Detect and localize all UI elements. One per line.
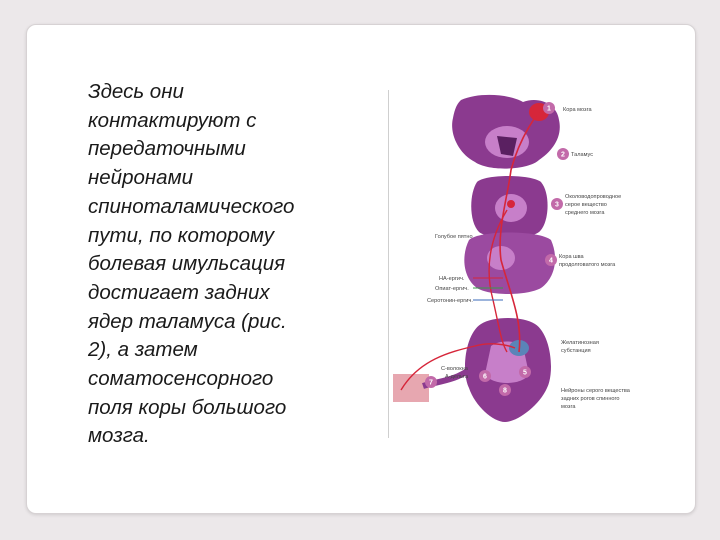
- label-gelatinosa-1: Желатинозная: [561, 340, 599, 346]
- text-line: соматосенсорного: [88, 367, 274, 391]
- svg-text:4: 4: [549, 257, 553, 265]
- text-line: контактируют с: [88, 108, 257, 132]
- number-badge: [519, 366, 531, 378]
- label-dorsal-horn-2: задних рогов спинного: [561, 396, 620, 402]
- text-line: нейронами: [88, 166, 194, 190]
- number-badge: [551, 198, 563, 210]
- svg-text:3: 3: [555, 201, 559, 209]
- label-raphe-1: Кора шва: [559, 254, 584, 260]
- label-dorsal-horn-1: Нейроны серого вещества: [561, 388, 630, 394]
- number-badge: [499, 384, 511, 396]
- label-thalamus: Таламус: [571, 152, 594, 158]
- label-c-fibers: С-волокна: [441, 366, 468, 372]
- label-serotonin-ergic: Серотонин-ергич.: [427, 298, 473, 304]
- label-opiate-ergic: Опиат-ергич.: [435, 286, 469, 292]
- svg-text:5: 5: [523, 369, 527, 377]
- pain-pathway-illustration: [389, 90, 641, 438]
- text-line: 2), а затем: [88, 338, 198, 362]
- aqueduct: [507, 200, 515, 208]
- label-pag-2: серое вещество: [565, 202, 607, 208]
- label-a-delta: А-дельта: [445, 374, 469, 380]
- svg-text:6: 6: [483, 373, 487, 381]
- svg-text:8: 8: [503, 387, 507, 395]
- label-na-ergic: НА-ергич.: [439, 276, 465, 282]
- label-locus-coeruleus: Голубое пятно: [435, 234, 473, 240]
- text-line: поля коры большого: [88, 395, 287, 419]
- number-badge: [425, 376, 437, 388]
- svg-text:2: 2: [561, 151, 565, 159]
- number-badge: [479, 370, 491, 382]
- slide-body-text: [88, 78, 358, 451]
- label-dorsal-horn-3: мозга: [561, 404, 576, 410]
- text-line: пути, по которому: [88, 223, 274, 247]
- peripheral-tissue: [393, 374, 429, 402]
- text-line: болевая имульсация: [88, 252, 286, 276]
- svg-text:1: 1: [547, 105, 551, 113]
- label-gelatinosa-2: субстанция: [561, 348, 591, 354]
- text-line: ядер таламуса (рис.: [88, 309, 287, 333]
- label-pag-3: среднего мозга: [565, 210, 605, 216]
- label-raphe-2: продолговатого мозга: [559, 262, 616, 268]
- label-cortex: Кора мозга: [563, 107, 592, 113]
- text-line: спиноталамического: [88, 194, 295, 218]
- text-line: передаточными: [88, 137, 246, 161]
- number-badge: [545, 254, 557, 266]
- number-badge: [543, 102, 555, 114]
- label-pag-1: Околоводопроводное: [565, 194, 622, 200]
- text-line: достигает задних: [88, 280, 270, 304]
- text-line: мозга.: [88, 424, 150, 448]
- pain-pathway-figure: [388, 90, 641, 438]
- text-line: Здесь они: [88, 80, 184, 103]
- svg-text:7: 7: [429, 379, 433, 387]
- number-badge: [557, 148, 569, 160]
